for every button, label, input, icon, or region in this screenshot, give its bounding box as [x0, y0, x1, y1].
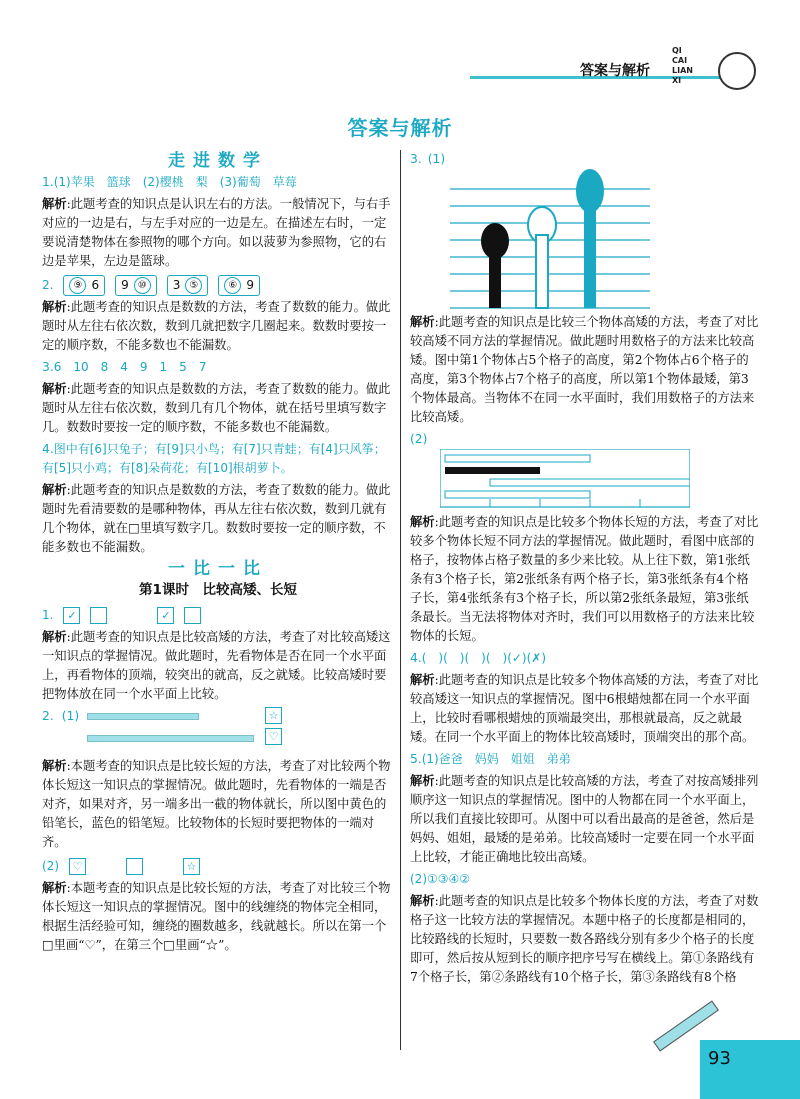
analysis-text: :此题考查的知识点是比较高矮的方法，考查了对比较高矮这一知识点的掌握情况。做此题时，先看物体是否在同一个水平面上，再看物体的顶端，较突出的就高，反之就矮。比较高矮时要把物体放在同一个水平面上比较。 — [42, 630, 391, 701]
answer-box — [90, 607, 107, 624]
question-number: 4. — [42, 442, 54, 456]
height-grid-figure — [450, 169, 650, 309]
answer-text: 图中有[6]只兔子；有[9]只小鸟；有[7]只青蛙；有[4]只风筝；有[5]只小鸡；有[8]朵荷花；有[10]根胡萝卜。 — [42, 442, 386, 475]
column-divider — [400, 150, 401, 1050]
strip-grid-figure — [440, 449, 690, 509]
analysis-text: :本题考查的知识点是比较长短的方法，考查了对比较三个物体长短这一知识点的掌握情况。图中的线缠绕的物体完全相同，根据生活经验可知，缠绕的圈数越多，线就越长。所以在第一个□里画“♡”，在第三个□里画“☆”。 — [42, 881, 391, 952]
star-icon: ☆ — [183, 858, 200, 875]
analysis-label: 解析 — [42, 881, 67, 895]
section-title: 走进数学 — [168, 151, 268, 171]
header-title: 答案与解析 — [580, 63, 650, 79]
answer-line — [42, 440, 394, 478]
analysis — [42, 757, 394, 852]
analysis — [42, 195, 394, 271]
analysis-text: :此题考查的知识点是数数的方法，考查了数数的能力。做此题时从左往右依次数，数到几就把数字几圈起来。数数时要按一定的顺序数，不能多数也不能漏数。 — [42, 300, 391, 352]
check-icon: ✓ — [157, 607, 174, 624]
analysis-text: :此题考查的知识点是比较三个物体高矮的方法，考查了对比较高矮不同方法的掌握情况。做此题时用数格子的方法来比较高矮。图中第1个物体占5个格子的高度，第2个物体占6个格子的高度，第3个物体占7个格子的高度，所以第1个物体最矮，第3个物体最高。当物体不在同一水平面时，我们用数格子的方法来比较高矮。 — [410, 315, 759, 424]
analysis-label: 解析 — [42, 300, 67, 314]
analysis-label: 解析 — [410, 515, 435, 529]
analysis-text: :本题考查的知识点是比较长短的方法，考查了对比较两个物体长短这一知识点的掌握情况。做此题时，先看物体的一端是否对齐，如果对齐，另一端多出一截的物体就长，所以图中黄色的铅笔长，蓝色的铅笔短。比较物体的长短时要把物体的一端对齐。 — [42, 759, 391, 849]
circled-number: ⑨ — [69, 277, 86, 294]
section-title: 一比一比 — [168, 559, 268, 579]
analysis-label: 解析 — [42, 759, 67, 773]
heart-icon: ♡ — [265, 728, 282, 745]
star-icon: ☆ — [265, 707, 282, 724]
pencil-figure — [87, 707, 257, 751]
number-group — [167, 275, 209, 296]
question-number: 4. — [410, 651, 422, 665]
circled-number: ⑤ — [185, 277, 202, 294]
logo-line: QI — [672, 46, 682, 55]
page-title: 答案与解析 — [347, 116, 453, 140]
answer-line — [42, 173, 394, 192]
answer-text: ( )( )( )( )(✓)(✗) — [421, 651, 547, 665]
answer-row — [42, 707, 394, 755]
number-group — [115, 275, 157, 296]
answer-text: 6 10 8 4 9 1 5 7 — [53, 360, 207, 374]
analysis-text: :此题考查的知识点是比较多个物体长短的方法，考查了对比较多个物体长短不同方法的掌握情况。做此题时，看图中底部的格子，按物体占格子数量的多少来比较。从上往下数，第1张纸条有3个格子长，第2张纸条有两个格子长，第3张纸条有4个格子长，第4张纸条有3个格子长，所以第2张纸条最短，第3张纸条最长。当无法将物体对齐时，我们可以用数格子的方法来比较物体的长短。 — [410, 515, 759, 643]
answer-row — [42, 855, 394, 877]
circled-number: ⑩ — [134, 277, 151, 294]
answer-line — [42, 358, 394, 377]
analysis — [410, 892, 760, 987]
analysis-label: 解析 — [410, 774, 435, 788]
answer-row — [42, 274, 394, 296]
analysis-text: :此题考查的知识点是比较多个物体长度的方法，考查了对数格子这一比较方法的掌握情况。本题中格子的长度都是相同的，比较路线的长短时，只要数一数各路线分别有多少个格子的长度即可，然后按从短到长的顺序把序号写在横线上。第①条路线有7个格子长，第②条路线有10个格子长，第③条路线有8个格 — [410, 894, 759, 984]
analysis — [410, 513, 760, 646]
analysis-label: 解析 — [410, 673, 435, 687]
analysis — [42, 298, 394, 355]
header-logo — [672, 46, 693, 86]
check-icon: ✓ — [63, 607, 80, 624]
number: 9 — [246, 277, 255, 292]
answer-text: (1)苹果 篮球 (2)樱桃 梨 (3)葡萄 草莓 — [53, 175, 297, 189]
heart-icon: ♡ — [69, 858, 86, 875]
analysis-label: 解析 — [42, 382, 67, 396]
spoon-short — [481, 223, 509, 308]
logo-line: XI — [672, 76, 682, 85]
answer-box — [184, 607, 201, 624]
left-column — [42, 150, 394, 958]
analysis — [42, 879, 394, 955]
number: 6 — [91, 277, 100, 292]
answer-row — [42, 604, 394, 626]
analysis-label: 解析 — [42, 483, 67, 497]
sub-question: (1) — [427, 152, 446, 166]
question-number: 1. — [42, 607, 54, 622]
sub-question: (1) — [61, 709, 80, 723]
analysis-label: 解析 — [410, 315, 435, 329]
right-column — [410, 150, 760, 990]
logo-line: CAI — [672, 56, 688, 65]
analysis — [410, 313, 760, 427]
analysis-text: :此题考查的知识点是比较多个物体高矮的方法，考查了对比较高矮这一知识点的掌握情况。图中6根蜡烛都在同一个水平面上，比较时看哪根蜡烛的顶端最突出，那根就最高，反之就最矮。在同一个水平面上的物体比较高矮时，顶端突出的那个高。 — [410, 673, 759, 744]
analysis — [42, 628, 394, 704]
answer-box — [126, 858, 143, 875]
answer-line — [410, 649, 760, 668]
analysis-label: 解析 — [42, 197, 67, 211]
question-number: 1. — [42, 175, 54, 189]
number: 3 — [172, 277, 181, 292]
analysis — [410, 671, 760, 747]
sub-question: (2) — [410, 432, 428, 446]
answer-line — [410, 750, 760, 769]
number-group — [218, 275, 260, 296]
circled-number: ⑥ — [224, 277, 241, 294]
answer-row — [410, 430, 760, 449]
analysis-label: 解析 — [410, 894, 435, 908]
number-group — [63, 275, 105, 296]
analysis-text: :此题考查的知识点是比较高矮的方法，考查了对按高矮排列顺序这一知识点的掌握情况。图中的人物都在同一个水平面上，所以我们直接比较即可。从图中可以看出最高的是爸爸，然后是妈妈、姐姐，最矮的是弟弟。比较高矮时一定要在同一个水平面上比较，才能正确地比较出高矮。 — [410, 774, 759, 864]
analysis-text: :此题考查的知识点是数数的方法，考查了数数的能力。做此题时先看清要数的是哪种物体，再从左往右依次数，数到几就有几个物体，就在□里填写数字几。数数时要按一定的顺序数，不能多数也不能漏数。 — [42, 483, 391, 554]
analysis-text: :此题考查的知识点是认识左右的方法。一般情况下，与右手对应的一边是右，与左手对应的一边是左。在描述左右时，一定要说清楚物体在参照物的哪个方向。如以菠萝为参照物，它的右边是苹果，左边是篮球。 — [42, 197, 391, 268]
logo-line: LIAN — [672, 66, 693, 75]
number: 9 — [121, 277, 129, 292]
page-number: 93 — [708, 1048, 731, 1069]
answer-line — [410, 870, 760, 889]
globe-icon — [718, 52, 756, 90]
analysis — [42, 380, 394, 437]
question-number: 5. — [410, 752, 422, 766]
sub-question: (2) — [42, 858, 59, 873]
question-number: 2. — [42, 709, 54, 723]
page-number-tab — [700, 1040, 800, 1099]
lesson-title: 第1课时 比较高矮、长短 — [139, 582, 297, 598]
analysis — [42, 481, 394, 557]
spoon-tall — [576, 169, 604, 308]
question-number: 3. — [42, 360, 54, 374]
answer-row — [410, 150, 760, 169]
analysis-text: :此题考查的知识点是数数的方法，考查了数数的能力。做此题时从左往右依次数，数到几有几个物体，就在括号里填写数字几。数数时要按一定的顺序数，不能多数也不能漏数。 — [42, 382, 391, 434]
answer-text: (1)爸爸 妈妈 姐姐 弟弟 — [421, 752, 571, 766]
answer-text: (2)①③④② — [410, 872, 471, 886]
question-number: 2. — [42, 277, 54, 292]
analysis-label: 解析 — [42, 630, 67, 644]
analysis — [410, 772, 760, 867]
question-number: 3. — [410, 152, 422, 166]
